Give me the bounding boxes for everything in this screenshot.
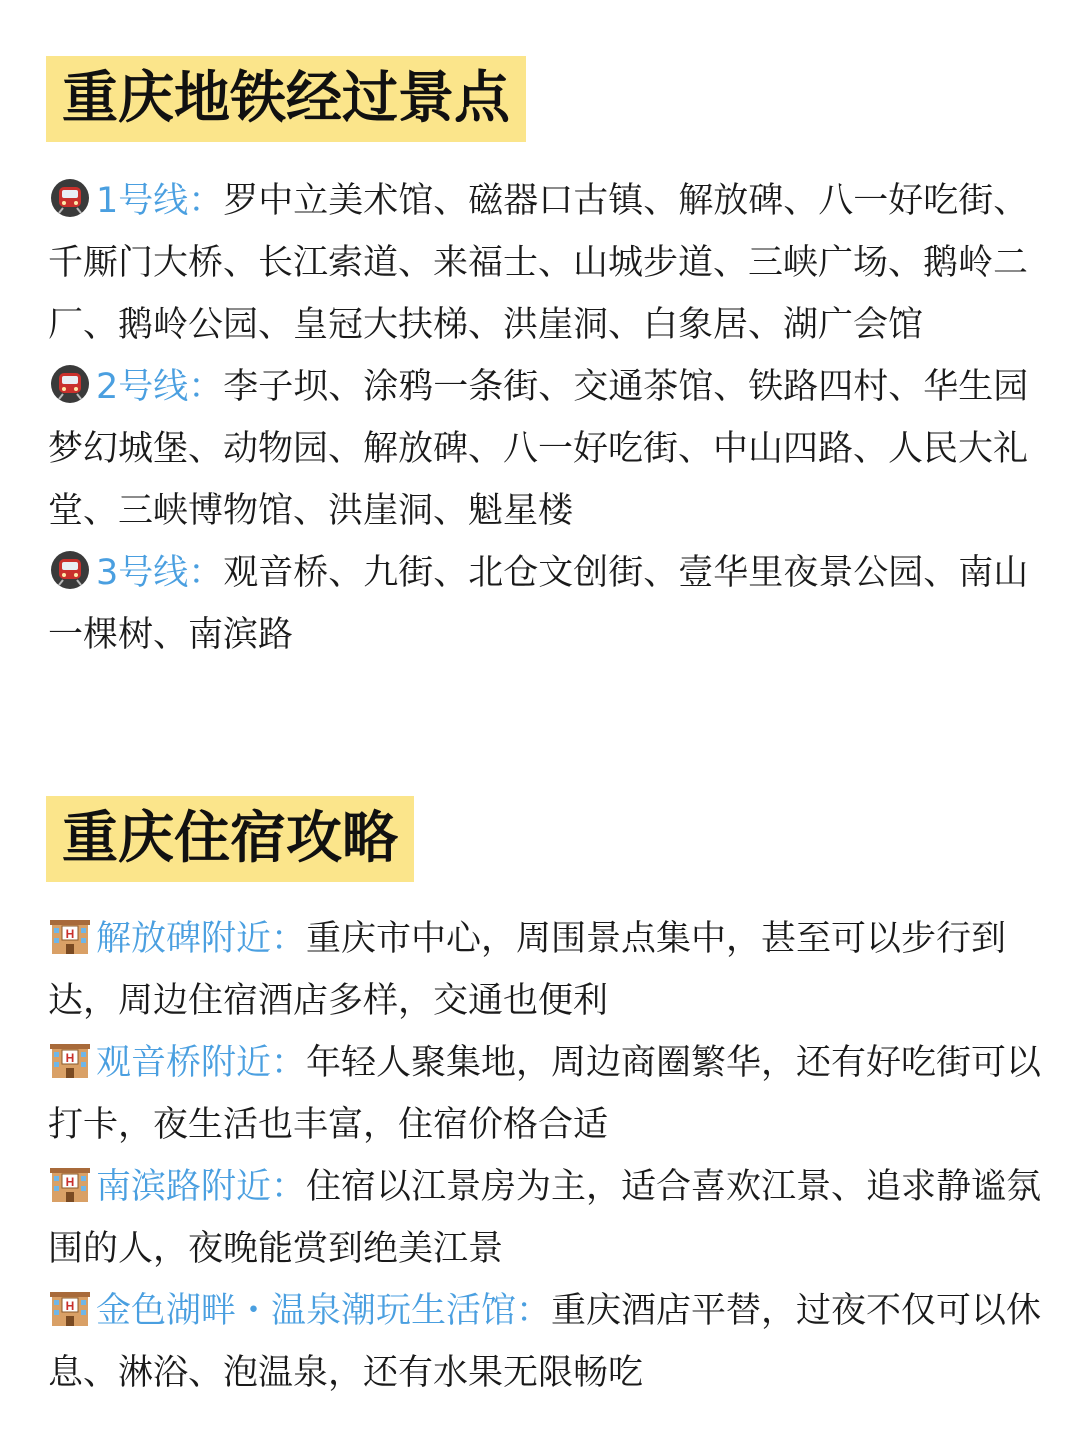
hotel-area-4	[48, 1280, 1058, 1404]
metro-line-1	[48, 170, 1058, 356]
metro-line-label: 1号线：	[96, 181, 224, 221]
svg-text:H: H	[65, 927, 75, 941]
metro-line-stops: 罗中立美术馆、磁器口古镇、解放碑、八一好吃街、千厮门大桥、长江索道、来福士、山城步道、三峡广场、鹅岭二厂、鹅岭公园、皇冠大扶梯、洪崖洞、白象居、湖广会馆	[48, 181, 1029, 345]
hotel-area-text: 住宿以江景房为主，适合喜欢江景、追求静谧氛围的人，夜晚能赏到绝美江景	[48, 1167, 1042, 1269]
hotel-area-1	[48, 908, 1058, 1032]
metro-lines-list	[48, 170, 1058, 666]
hotel-area-label: 解放碑附近：	[96, 919, 307, 959]
hotel-area-2	[48, 1032, 1058, 1156]
metro-line-stops: 观音桥、九街、北仓文创街、壹华里夜景公园、南山一棵树、南滨路	[48, 553, 1029, 655]
metro-icon	[48, 178, 92, 218]
metro-icon	[48, 364, 92, 404]
hotel-area-3	[48, 1156, 1058, 1280]
svg-text:H: H	[65, 1299, 75, 1313]
hotel-icon	[48, 916, 92, 956]
hotel-section-title: 重庆住宿攻略	[46, 796, 414, 882]
hotel-area-text: 年轻人聚集地，周边商圈繁华，还有好吃街可以打卡，夜生活也丰富，住宿价格合适	[48, 1043, 1042, 1145]
metro-section-title: 重庆地铁经过景点	[46, 56, 526, 142]
hotel-area-label: 南滨路附近：	[96, 1167, 307, 1207]
metro-line-3	[48, 542, 1058, 666]
metro-icon	[48, 550, 92, 590]
hotel-icon	[48, 1040, 92, 1080]
hotel-icon	[48, 1164, 92, 1204]
metro-line-stops: 李子坝、涂鸦一条街、交通茶馆、铁路四村、华生园梦幻城堡、动物园、解放碑、八一好吃街、中山四路、人民大礼堂、三峡博物馆、洪崖洞、魁星楼	[48, 367, 1029, 531]
svg-text:H: H	[65, 1051, 75, 1065]
hotel-area-label: 观音桥附近：	[96, 1043, 307, 1083]
metro-line-label: 2号线：	[96, 367, 224, 407]
hotel-icon	[48, 1288, 92, 1328]
hotel-area-text: 重庆市中心，周围景点集中，甚至可以步行到达，周边住宿酒店多样，交通也便利	[48, 919, 1007, 1021]
metro-line-2	[48, 356, 1058, 542]
hotel-area-label: 金色湖畔・温泉潮玩生活馆：	[96, 1291, 552, 1331]
svg-text:H: H	[65, 1175, 75, 1189]
hotel-area-text: 重庆酒店平替，过夜不仅可以休息、淋浴、泡温泉，还有水果无限畅吃	[48, 1291, 1042, 1393]
metro-line-label: 3号线：	[96, 553, 224, 593]
hotel-areas-list	[48, 908, 1058, 1404]
